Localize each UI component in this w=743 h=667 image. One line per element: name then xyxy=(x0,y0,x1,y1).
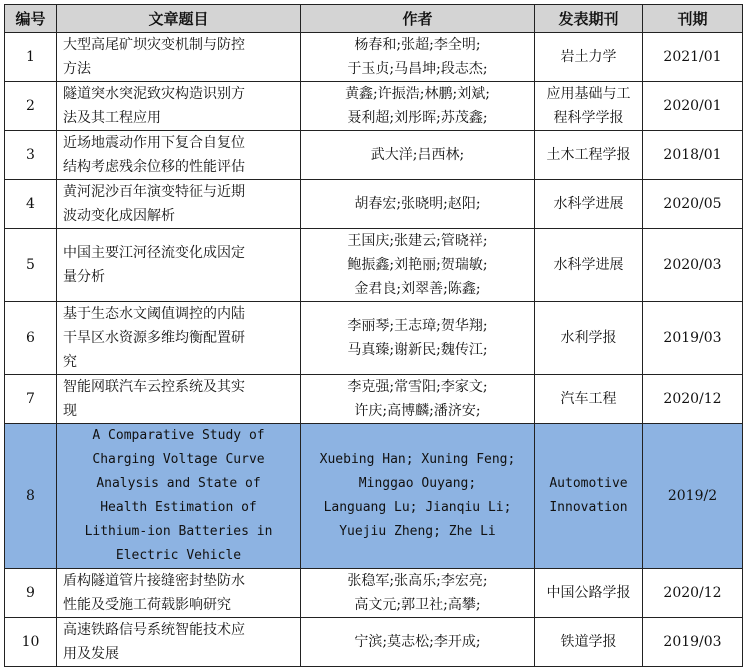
article-title-cell xyxy=(57,375,301,424)
journal-cell xyxy=(535,302,643,375)
article-title-line: 究 xyxy=(63,354,77,370)
authors-cell xyxy=(301,424,535,569)
row-number-cell: 9 xyxy=(5,569,57,618)
article-title-line: A Comparative Study of xyxy=(92,428,265,443)
table-row xyxy=(5,424,743,569)
row-number-cell: 6 xyxy=(5,302,57,375)
paper-list-table xyxy=(4,4,743,667)
journal-line: 土木工程学报 xyxy=(546,147,631,163)
header-journal: 发表期刊 xyxy=(535,5,643,33)
authors-cell xyxy=(301,33,535,82)
table-row xyxy=(5,33,743,82)
article-title-cell xyxy=(57,424,301,569)
row-number-cell: 4 xyxy=(5,180,57,229)
article-title-line: 盾构隧道管片接缝密封垫防水 xyxy=(63,573,245,589)
journal-line: 中国公路学报 xyxy=(546,585,631,601)
article-title-line: 高速铁路信号系统智能技术应 xyxy=(63,622,245,638)
journal-cell xyxy=(535,33,643,82)
article-title-cell xyxy=(57,569,301,618)
header-number: 编号 xyxy=(5,5,57,33)
article-title-cell xyxy=(57,302,301,375)
article-title-line: 隧道突水突泥致灾构造识别方 xyxy=(63,86,245,102)
authors-line: 许庆;高博麟;潘济安; xyxy=(354,403,481,419)
issue-cell: 2020/05 xyxy=(643,180,743,229)
article-title-line: 智能网联汽车云控系统及其实 xyxy=(63,379,245,395)
article-title-line: 大型高尾矿坝灾变机制与防控 xyxy=(63,37,245,53)
journal-line: 程科学学报 xyxy=(553,110,624,126)
table-row xyxy=(5,82,743,131)
article-title-line: 结构考虑残余位移的性能评估 xyxy=(63,159,245,175)
authors-line: 高文元;郭卫社;高攀; xyxy=(354,597,481,613)
article-title-line: Analysis and State of xyxy=(96,476,261,491)
header-authors: 作者 xyxy=(301,5,535,33)
table-row xyxy=(5,569,743,618)
authors-line: 于玉贞;马昌坤;段志杰; xyxy=(347,61,488,77)
table-row xyxy=(5,180,743,229)
authors-line: 宁滨;莫志松;李开成; xyxy=(354,634,481,650)
journal-line: 铁道学报 xyxy=(560,634,617,650)
authors-line: Xuebing Han; Xuning Feng; xyxy=(319,452,516,467)
table-row xyxy=(5,131,743,180)
authors-line: 李丽琴;王志璋;贺华翔; xyxy=(347,318,488,334)
journal-cell xyxy=(535,180,643,229)
header-issue: 刊期 xyxy=(643,5,743,33)
journal-cell xyxy=(535,569,643,618)
authors-line: 黄鑫;许振浩;林鹏;刘斌; xyxy=(345,86,490,102)
journal-line: 岩土力学 xyxy=(560,49,617,65)
header-title: 文章题目 xyxy=(57,5,301,33)
authors-line: Yuejiu Zheng; Zhe Li xyxy=(339,524,496,539)
article-title-line: 干旱区水资源多维均衡配置研 xyxy=(63,330,245,346)
article-title-line: 性能及受施工荷载影响研究 xyxy=(63,597,231,613)
authors-line: 武大洋;吕西林; xyxy=(370,147,465,163)
issue-cell: 2020/03 xyxy=(643,229,743,302)
authors-cell xyxy=(301,375,535,424)
row-number-cell: 1 xyxy=(5,33,57,82)
article-title-line: Health Estimation of xyxy=(100,500,257,515)
article-title-line: 中国主要江河径流变化成因定 xyxy=(63,245,245,261)
journal-cell xyxy=(535,375,643,424)
journal-line: 应用基础与工 xyxy=(546,86,631,102)
authors-line: 金君良;刘翠善;陈鑫; xyxy=(354,281,481,297)
issue-cell: 2020/12 xyxy=(643,569,743,618)
article-title-line: 近场地震动作用下复合自复位 xyxy=(63,135,245,151)
row-number-cell: 3 xyxy=(5,131,57,180)
article-title-line: Electric Vehicle xyxy=(115,548,242,563)
article-title-line: 波动变化成因解析 xyxy=(63,208,175,224)
row-number-cell: 7 xyxy=(5,375,57,424)
issue-cell: 2020/01 xyxy=(643,82,743,131)
article-title-cell xyxy=(57,82,301,131)
article-title-cell xyxy=(57,131,301,180)
authors-line: 马真臻;谢新民;魏传江; xyxy=(347,342,488,358)
paper-list-table-container xyxy=(4,4,743,667)
journal-line: 水科学进展 xyxy=(553,257,624,273)
article-title-cell xyxy=(57,618,301,667)
authors-cell xyxy=(301,569,535,618)
article-title-line: 法及其工程应用 xyxy=(63,110,161,126)
journal-line: 汽车工程 xyxy=(560,391,617,407)
journal-cell xyxy=(535,424,643,569)
journal-cell xyxy=(535,82,643,131)
article-title-line: 基于生态水文阈值调控的内陆 xyxy=(63,306,245,322)
article-title-line: Charging Voltage Curve xyxy=(92,452,265,467)
authors-line: 鲍振鑫;刘艳丽;贺瑞敏; xyxy=(347,257,488,273)
issue-cell: 2019/03 xyxy=(643,618,743,667)
journal-line: 水科学进展 xyxy=(553,196,624,212)
issue-cell: 2019/03 xyxy=(643,302,743,375)
authors-line: 李克强;常雪阳;李家文; xyxy=(347,379,488,395)
table-row xyxy=(5,302,743,375)
journal-cell xyxy=(535,131,643,180)
journal-line: Innovation xyxy=(549,500,628,515)
row-number-cell: 8 xyxy=(5,424,57,569)
authors-line: 胡春宏;张晓明;赵阳; xyxy=(354,196,481,212)
article-title-line: 用及发展 xyxy=(63,646,119,662)
journal-line: 水利学报 xyxy=(560,330,617,346)
authors-line: 张稳军;张高乐;李宏亮; xyxy=(347,573,488,589)
article-title-cell xyxy=(57,180,301,229)
article-title-line: 量分析 xyxy=(63,269,105,285)
authors-line: Minggao Ouyang; xyxy=(358,476,477,491)
article-title-line: 黄河泥沙百年演变特征与近期 xyxy=(63,184,245,200)
authors-line: Languang Lu; Jianqiu Li; xyxy=(323,500,512,515)
row-number-cell: 5 xyxy=(5,229,57,302)
authors-line: 王国庆;张建云;管晓祥; xyxy=(347,233,488,249)
row-number-cell: 10 xyxy=(5,618,57,667)
article-title-line: 方法 xyxy=(63,61,91,77)
table-header-row xyxy=(5,5,743,33)
article-title-cell xyxy=(57,33,301,82)
journal-line: Automotive xyxy=(549,476,628,491)
journal-cell xyxy=(535,229,643,302)
authors-cell xyxy=(301,180,535,229)
authors-cell xyxy=(301,618,535,667)
authors-cell xyxy=(301,82,535,131)
row-number-cell: 2 xyxy=(5,82,57,131)
table-row xyxy=(5,375,743,424)
article-title-line: 现 xyxy=(63,403,77,419)
article-title-line: Lithium-ion Batteries in xyxy=(84,524,273,539)
authors-cell xyxy=(301,131,535,180)
article-title-cell xyxy=(57,229,301,302)
issue-cell: 2019/2 xyxy=(643,424,743,569)
authors-cell xyxy=(301,302,535,375)
journal-cell xyxy=(535,618,643,667)
authors-line: 聂利超;刘彤晖;苏茂鑫; xyxy=(347,110,488,126)
issue-cell: 2018/01 xyxy=(643,131,743,180)
authors-line: 杨春和;张超;李全明; xyxy=(354,37,481,53)
table-row xyxy=(5,229,743,302)
issue-cell: 2021/01 xyxy=(643,33,743,82)
table-row xyxy=(5,618,743,667)
authors-cell xyxy=(301,229,535,302)
issue-cell: 2020/12 xyxy=(643,375,743,424)
